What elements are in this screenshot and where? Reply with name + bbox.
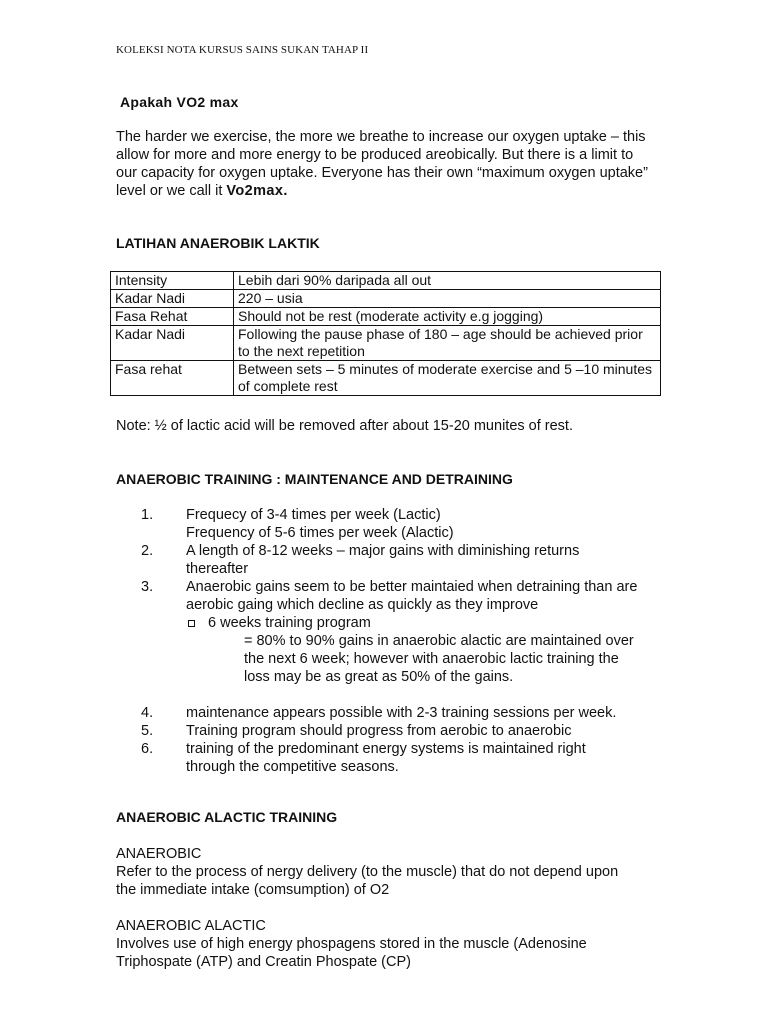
list-line: A length of 8-12 weeks – major gains with diminishing returns thereafter — [186, 543, 580, 577]
list-number: 5. — [141, 723, 154, 739]
list-number: 6. — [141, 741, 154, 757]
list-line: training of the predominant energy systems is maintained right through the competitive seasons. — [186, 741, 586, 775]
list-number: 3. — [141, 579, 154, 595]
list-line: Frequency of 5-6 times per week (Alactic) — [186, 525, 454, 541]
sub-bullet-item — [116, 614, 676, 632]
list-line: Frequecy of 3-4 times per week (Lactic) — [186, 507, 441, 523]
anaerobic-alactic-definition: Involves use of high energy phospagens stored in the muscle (Adenosine Triphospate (ATP) and Creatin Phospate (CP) — [116, 936, 587, 970]
row-label: Fasa rehat — [111, 361, 234, 396]
table-row — [111, 361, 661, 396]
list-item — [116, 722, 676, 740]
row-label: Intensity — [111, 272, 234, 290]
section-title-vo2max: Apakah VO2 max — [120, 94, 239, 110]
sub-bullet-text: 6 weeks training program — [208, 615, 371, 631]
table-row — [111, 290, 661, 308]
list-number: 1. — [141, 507, 154, 523]
maintenance-list — [116, 506, 676, 776]
vo2max-paragraph — [116, 128, 656, 200]
table-row — [111, 308, 661, 326]
list-item — [116, 506, 676, 542]
row-value: Following the pause phase of 180 – age should be achieved prior to the next repetition — [234, 326, 661, 361]
anaerobic-definition: Refer to the process of nergy delivery (to the muscle) that do not depend upon the immediate intake (comsumption) of O2 — [116, 864, 619, 898]
anaerobic-term: ANAEROBIC — [116, 846, 202, 862]
row-value: Should not be rest (moderate activity e.g jogging) — [234, 308, 661, 326]
list-item — [116, 578, 676, 614]
row-value: 220 – usia — [234, 290, 661, 308]
list-line: maintenance appears possible with 2-3 training sessions per week. — [186, 705, 617, 721]
vo2max-term: Vo2max. — [226, 183, 288, 199]
list-item — [116, 542, 676, 578]
row-label: Kadar Nadi — [111, 290, 234, 308]
list-number: 4. — [141, 705, 154, 721]
heading-latihan: LATIHAN ANAEROBIK LAKTIK — [116, 235, 320, 251]
rest-table — [110, 271, 661, 396]
list-line: Anaerobic gains seem to be better maintaied when detraining than are aerobic gaing which decline as quickly as they improve — [186, 579, 638, 613]
list-item — [116, 704, 676, 722]
table-row — [111, 326, 661, 361]
list-line: Training program should progress from aerobic to anaerobic — [186, 723, 572, 739]
heading-alactic: ANAEROBIC ALACTIC TRAINING — [116, 809, 338, 825]
sub-detail: = 80% to 90% gains in anaerobic alactic are maintained over the next 6 week; however with anaerobic lactic training the loss may be as great as 50% of the gains. — [244, 633, 634, 685]
square-bullet-icon — [188, 620, 195, 627]
list-item — [116, 740, 676, 776]
table-row — [111, 272, 661, 290]
lactic-note: Note: ½ of lactic acid will be removed after about 15-20 munites of rest. — [116, 418, 573, 434]
anaerobic-alactic-term: ANAEROBIC ALACTIC — [116, 918, 266, 934]
page-header: KOLEKSI NOTA KURSUS SAINS SUKAN TAHAP II — [116, 44, 369, 56]
row-value: Lebih dari 90% daripada all out — [234, 272, 661, 290]
vo2max-text: The harder we exercise, the more we breathe to increase our oxygen uptake – this allow for more and more energy to be produced areobically. But there is a limit to our capacity for oxygen uptake. Everyone has their own “maximum oxygen uptake” level or we call it — [116, 129, 648, 199]
row-label: Fasa Rehat — [111, 308, 234, 326]
row-label: Kadar Nadi — [111, 326, 234, 361]
list-number: 2. — [141, 543, 154, 559]
row-value: Between sets – 5 minutes of moderate exercise and 5 –10 minutes of complete rest — [234, 361, 661, 396]
heading-maintenance: ANAEROBIC TRAINING : MAINTENANCE AND DETRAINING — [116, 471, 513, 487]
